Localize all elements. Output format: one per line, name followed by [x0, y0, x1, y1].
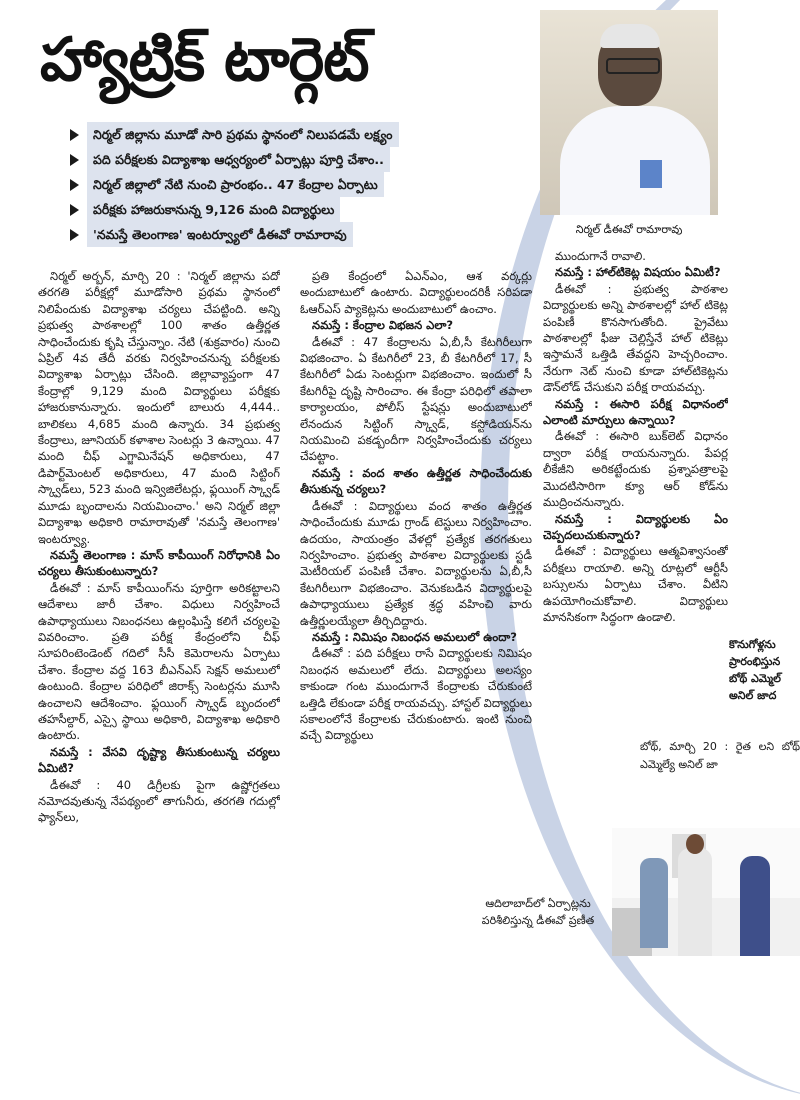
answer: డీఈవో : 40 డిగ్రీలకు పైగా ఉష్ణోగ్రతలు నమోదవుతున్న నేపథ్యంలో తాగునీరు, తరగతి గదుల్లో ఫ్యాన్‌లు,: [38, 777, 280, 825]
photo-person: [740, 856, 770, 956]
photo-person: [678, 848, 712, 956]
article-column-1: [38, 268, 280, 988]
question: నమస్తే : వంద శాతం ఉత్తీర్ణత సాధించేందుకు తీసుకున్న చర్యలు?: [300, 465, 532, 497]
question: నమస్తే : హాల్‌టికెట్ల విషయం ఏమిటీ?: [555, 265, 721, 280]
inspection-photo: [612, 828, 800, 956]
photo-person-head: [686, 834, 704, 854]
photo-hair: [600, 24, 660, 48]
photo-pocket: [640, 160, 662, 188]
photo-glasses: [606, 58, 660, 74]
article-column-2: [300, 268, 532, 908]
adjacent-headline: కొనుగోళ్లను ప్రారంభిస్తున బోథ్‌ ఎమ్మెల్ అనిల్‌ జాద: [729, 638, 781, 702]
bullet-item: పరీక్షకు హాజరుకానున్న 9,126 మంది విద్యార్థులు: [70, 197, 540, 222]
triangle-icon: [70, 129, 79, 141]
question: నమస్తే : నిమిషం నిబంధన అమలులో ఉందా?: [312, 629, 517, 644]
answer: డీఈవో : 47 కేంద్రాలను ఏ,బీ,సీ కేటగిరీలుగా విభజించాం. ఏ కేటగిరీలో 23, బీ కేటగిరీలో 17, సీ కేటగిరీలో ఏడు సెంటర్లుగా విభజించాం. ఇందులో సీ కేటగిరీపై దృష్టి సారించాం. ఈ కేంద్రా పరిధిలో తపాలా కార్యాలయం, పోలీస్‌ స్టేషన్లు అందుబాటులో లేనందున సిట్టింగ్‌ స్క్వాడ్‌, కస్టోడియన్‌ను నియమించి పకడ్బందీగా నిర్వహించేందుకు చర్యలు చేపట్టాం.: [300, 334, 532, 464]
triangle-icon: [70, 179, 79, 191]
triangle-icon: [70, 229, 79, 241]
bullet-item: నిర్మల్‌ జిల్లాలో నేటి నుంచి ప్రారంభం.. 47 కేంద్రాల ఏర్పాటు: [70, 172, 540, 197]
photo-caption: నిర్మల్‌ డీఈవో రామారావు: [575, 223, 683, 236]
paragraph: ప్రతి కేంద్రంలో ఏఎన్‌ఎం, ఆశ వర్కర్లు అందుబాటులో ఉంటారు. విద్యార్థులందరికీ సరిపడా ఓఆర్‌ఎస్‌ ప్యాకెట్లను అందుబాటులో ఉంచాం.: [300, 269, 532, 316]
paragraph: నిర్మల్‌ అర్బన్‌, మార్చి 20 : 'నిర్మల్‌ జిల్లాను పదో తరగతి పరీక్షల్లో మూడోసారి ప్రథమ స్థానంలో నిలిపేందుకు విద్యాశాఖ చర్యలు చేపట్టింది. అన్ని ప్రభుత్వ పాఠశాలల్లో 100 శాతం ఉత్తీర్ణత సాధించేందుకు కృషి చేస్తున్నాం. నేటి (శుక్రవారం) నుంచి ఏప్రిల్‌ 4వ తేదీ వరకు నిర్వహించనున్న పరీక్షలకు విద్యాశాఖ ఏర్పాట్లు చేసింది. జిల్లావ్యాప్తంగా 47 కేంద్రాల్లో 9,129 మంది విద్యార్థులు పరీక్షకు హాజరుకానున్నారు. ఇందులో బాలురు 4,444.. బాలికలు 4,685 మంది ఉన్నారు. 34 ప్రభుత్వ కేంద్రాలు, జూనియర్‌ కళాశాల సెంటర్లు 3 ఉన్నాయి. 47 మంది చీఫ్‌ ఎగ్జామినేషన్‌ అధికారులు, 47 డిపార్ట్‌మెంటల్‌ అధికారులు, 47 మంది సిట్టింగ్‌ స్క్వాడ్‌లు, 523 మంది ఇన్విజిలేటర్లు, ఫ్లయింగ్‌ స్క్వాడ్‌ మూడు బృందాలను నియమించాం.' అని నిర్మల్‌ జిల్లా విద్యాశాఖ అధికారి రామారావుతో 'నమస్తే తెలంగాణ' ఇంటర్వ్యూ.: [38, 269, 280, 546]
paragraph: ముందుగానే రావాలి.: [555, 249, 646, 263]
answer: డీఈవో : ఈసారి బుక్‌లెట్‌ విధానం ద్వారా పరీక్ష రాయనున్నారు. పేపర్ల లీకేజీని అరికట్టేందుకు ప్రశ్నాపత్రాలపై మొదటిసారిగా క్యూ ఆర్‌ కోడ్‌ను ముద్రించనున్నారు.: [543, 429, 728, 510]
answer: డీఈవో : ప్రభుత్వ పాఠశాల విద్యార్థులకు అన్ని పాఠశాలల్లో హాల్‌ టికెట్ల పంపిణీ కొనసాగుతోంది. ప్రైవేటు పాఠశాలల్లో ఫీజు చెల్లిస్తేనే హాల్‌ టికెట్లు ఇస్తామనే ఒత్తిడి తేవద్దని హెచ్చరించాం. నేరుగా నెట్‌ నుంచి కూడా హాల్‌టికెట్లను డౌన్‌లోడ్‌ చేసుకుని పరీక్ష రాయవచ్చు.: [543, 281, 728, 395]
bullet-item: 'నమస్తే తెలంగాణ' ఇంటర్వ్యూలో డీఈవో రామారావు: [70, 222, 540, 247]
triangle-icon: [70, 204, 79, 216]
answer: డీఈవో : విద్యార్థులు వంద శాతం ఉత్తీర్ణత సాధించేందుకు మూడు గ్రాండ్‌ టెస్టులు నిర్వహించాం. ఉదయం, సాయంత్రం వేళల్లో ప్రత్యేక తరగతులు నిర్వహించాం. ప్రభుత్వ పాఠశాల విద్యార్థులకు స్టడీ మెటీరియల్‌ పంపిణీ చేశాం. విద్యార్థులను ఏ,బీ,సీ కేటగిరీలుగా విభజించాం. వెనుకబడిన విద్యార్థులపై ఉపాధ్యాయులు ప్రత్యేక శ్రద్ధ వహించి వారు ఉత్తీర్ణులయ్యేలా తీర్చిదిద్దారు.: [300, 498, 532, 628]
bullet-item: నిర్మల్‌ జిల్లాను మూడో సారి ప్రథమ స్థానంలో నిలుపడమే లక్ష్యం: [70, 122, 540, 147]
answer: డీఈవో : పది పరీక్షలు రాసే విద్యార్థులకు నిమిషం నిబంధన అమలులో లేదు. విద్యార్థులు అలస్యం కాకుండా గంట ముందుగానే కేంద్రాలకు చేరుకుంటే ఒత్తిడి లేకుండా పరీక్ష రాయవచ్చు. హాస్టల్‌ విద్యార్థులు సకాలంలోనే కేంద్రాలకు చేరుకుంటారు. ఇంటి నుంచి వచ్చే విద్యార్థులు: [300, 646, 532, 743]
question: నమస్తే : ఈసారి పరీక్ష విధానంలో ఎలాంటి మార్పులు ఉన్నాయి?: [543, 396, 728, 428]
inspection-photo-caption: ఆదిలాబాద్‌లో ఏర్పాట్లను పరిశీలిస్తున్న డీఈవో ప్రణీత: [481, 897, 595, 927]
adjacent-article-text: బోథ్‌, మార్చి 20 : రైత లని బోథ్‌ ఎమ్మెల్యే అనిల్‌ జా: [640, 740, 800, 771]
highlight-bullets: [70, 122, 540, 247]
triangle-icon: [70, 154, 79, 166]
photo-person: [640, 858, 668, 948]
dEO-photo: [540, 10, 718, 215]
question: నమస్తే : కేంద్రాల విభజన ఎలా?: [312, 318, 454, 333]
question: నమస్తే : విద్యార్థులకు ఏం చెప్పదలుచుకున్నారు?: [543, 511, 728, 542]
article-column-3: [543, 248, 728, 748]
question: నమస్తే : వేసవి దృష్ట్యా తీసుకుంటున్న చర్యలు ఏమిటి?: [38, 744, 280, 776]
answer: డీఈవో : విద్యార్థులు ఆత్మవిశ్వాసంతో పరీక్షలు రాయాలి. అన్ని రూట్లలో ఆర్టీసీ బస్సులను ఏర్పాటు చేశాం. వీటిని ఉపయోగించుకోవాలి. విద్యార్థులు మానసికంగా సిద్ధంగా ఉండాలి.: [543, 544, 728, 624]
question: నమస్తే తెలంగాణ : మాస్‌ కాపీయింగ్‌ నిరోధానికి ఏం చర్యలు తీసుకుంటున్నారు?: [38, 547, 280, 579]
headline: హ్యాట్రిక్‌ టార్గెట్‌: [40, 25, 369, 95]
answer: డీఈవో : మాస్‌ కాపీయింగ్‌ను పూర్తిగా అరికట్టాలని ఆదేశాలు జారీ చేశాం. విధులు నిర్వహించే ఉపాధ్యాయులు నిబంధనలు ఉల్లంఘిస్తే కలిగే చర్యలపై వివరించాం. ప్రతి పరీక్ష కేంద్రంలోని చీఫ్‌ సూపరింటెండెంట్‌ గదిలో సీసీ కెమెరాలను ఏర్పాటు చేశాం. కేంద్రాల వద్ద 163 బీఎన్‌ఎస్‌ సెక్షన్‌ అమలులో ఉంటుంది. కేంద్రాల పరిధిలో జిరాక్స్‌ సెంటర్లను మూసి ఉంచాలని ఆదేశించాం. ఫ్లయింగ్‌ స్క్వాడ్‌ బృందంలో తహసీల్దార్‌, ఎస్సై స్థాయి అధికారి, విద్యాశాఖ అధికారి ఉంటారు.: [38, 580, 280, 743]
bullet-item: పది పరీక్షలకు విద్యాశాఖ ఆధ్వర్యంలో ఏర్పాట్లు పూర్తి చేశాం..: [70, 147, 540, 172]
photo-shirt: [560, 106, 710, 215]
